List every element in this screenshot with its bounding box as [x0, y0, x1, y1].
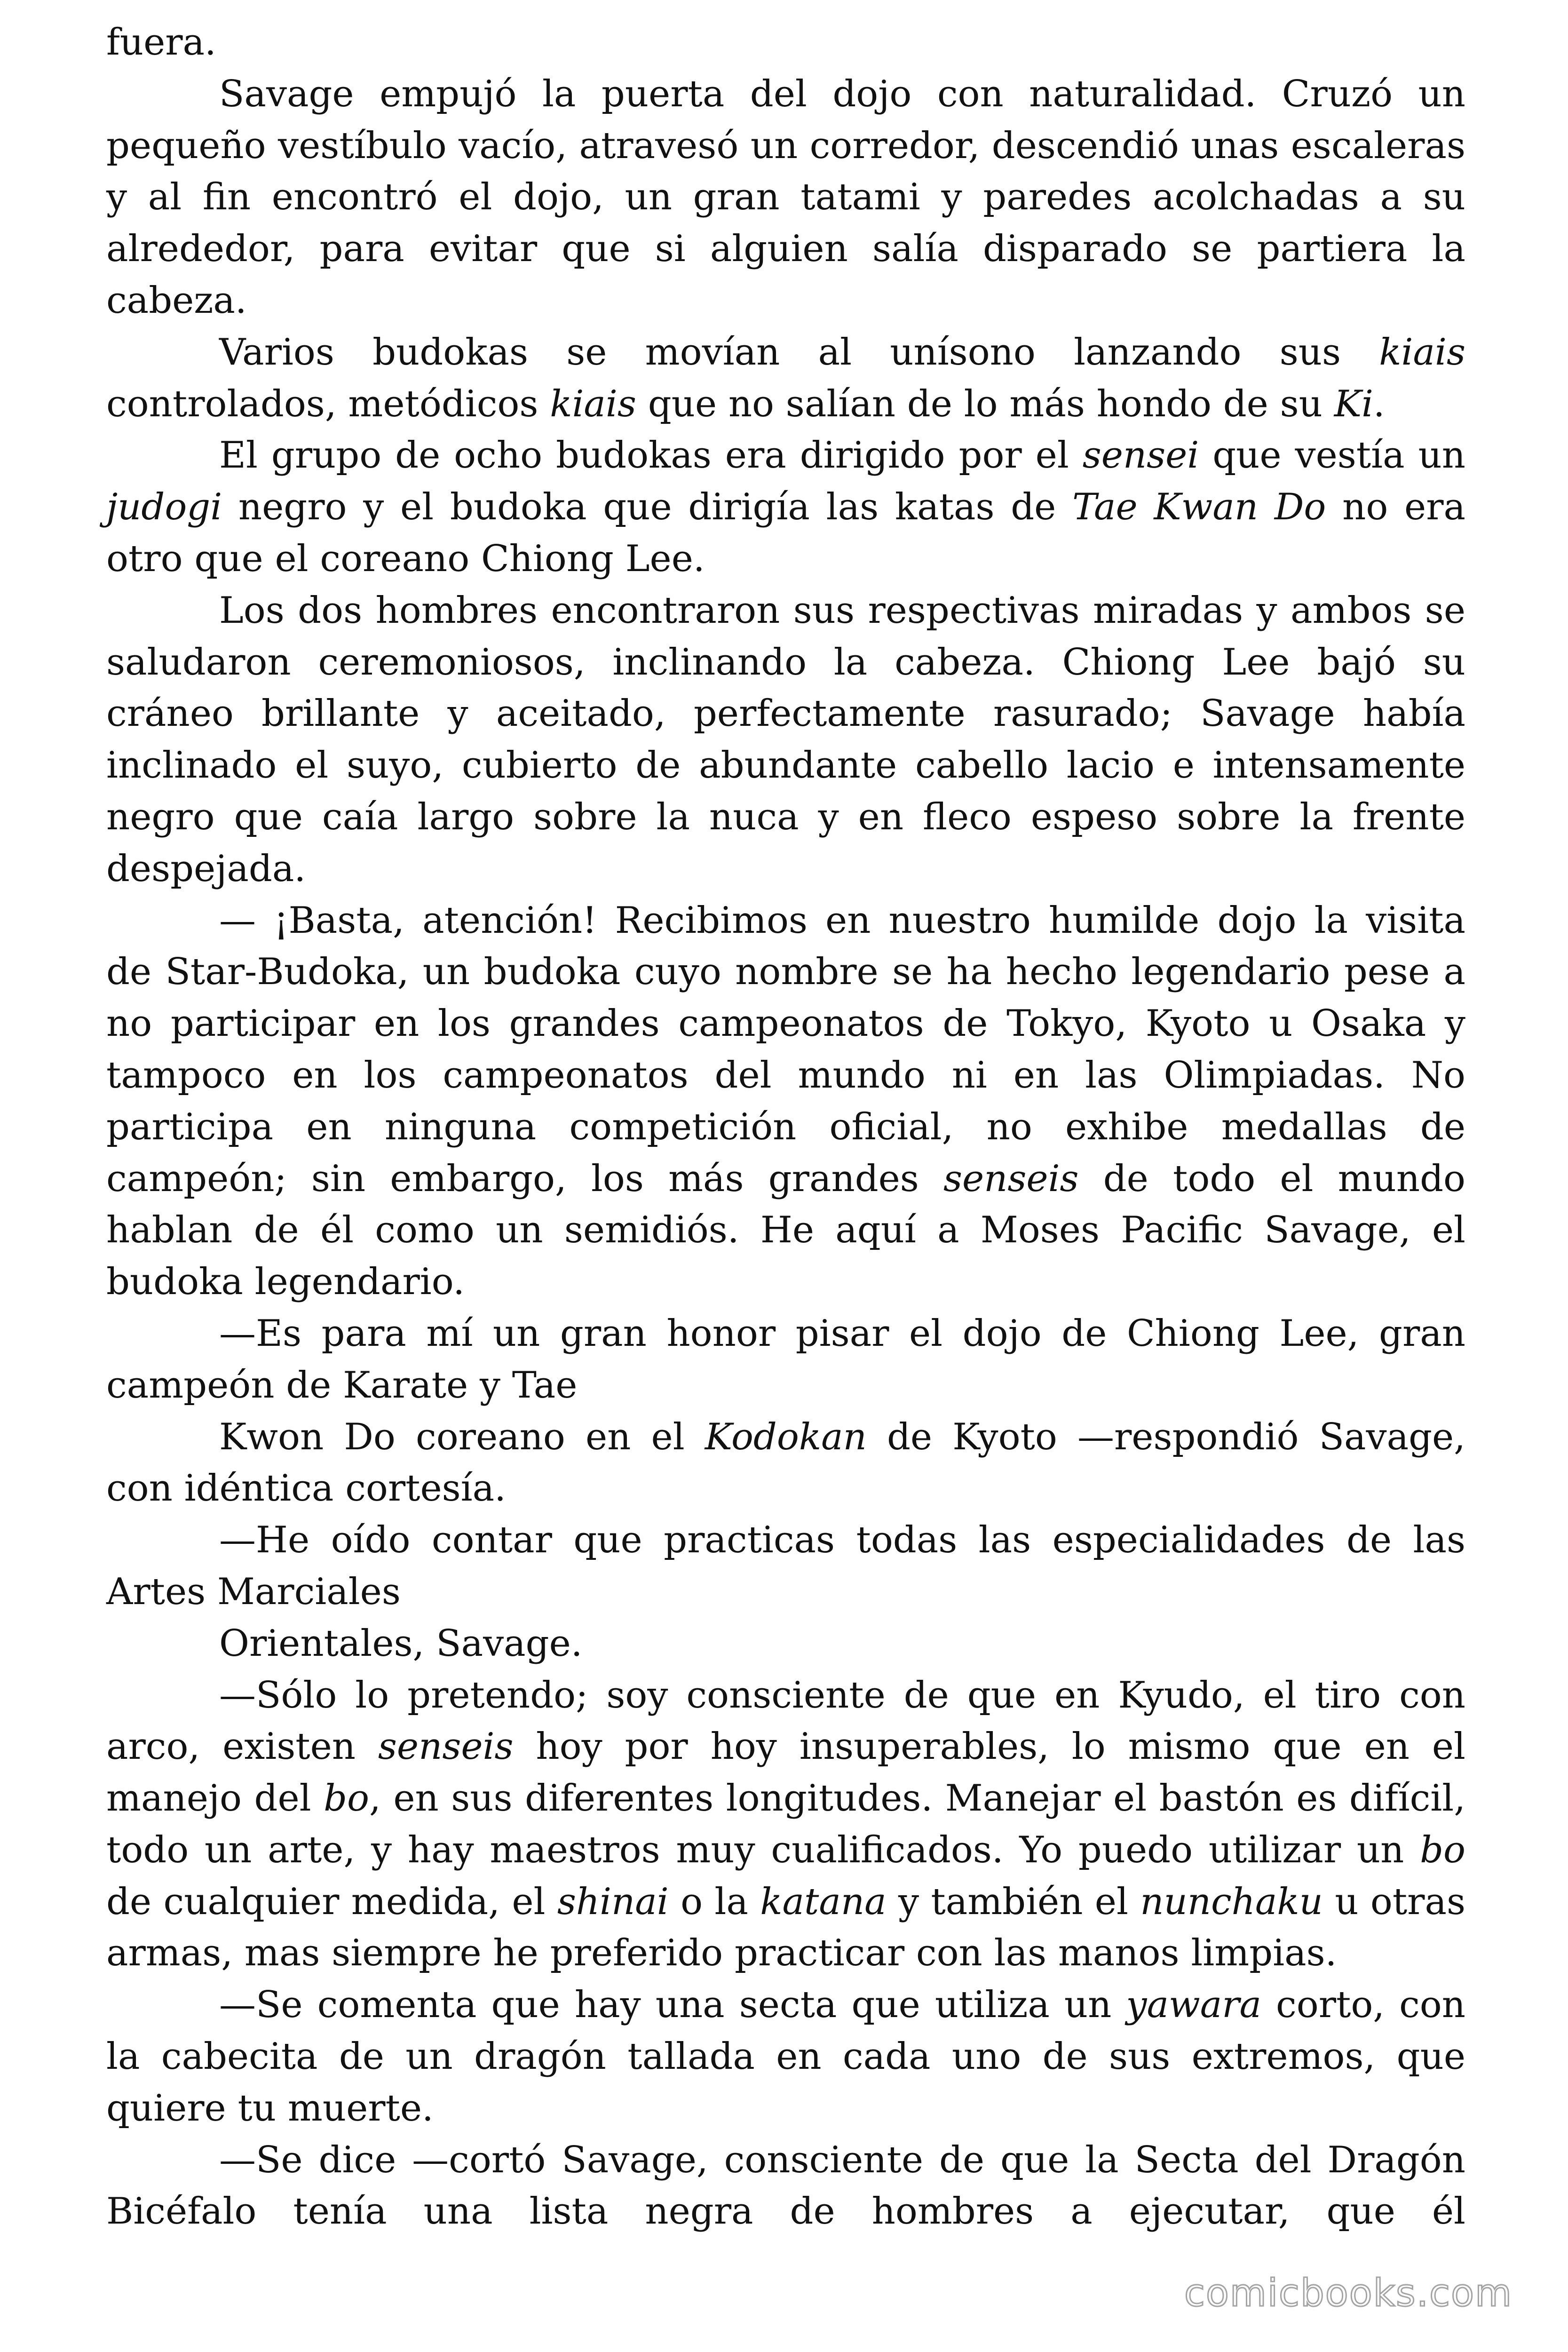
- italic-term: yawara: [1126, 1984, 1262, 2026]
- italic-term: bo: [1420, 1828, 1465, 1871]
- book-page: [106, 17, 1465, 2238]
- paragraph: Orientales, Savage.: [219, 1622, 583, 1665]
- italic-term: shinai: [557, 1880, 669, 1923]
- paragraph: —Se comenta que hay una secta que utiliza un yawara corto, con la cabecita de un dragón tallada en cada uno de sus extremos, que quiere tu muerte.: [106, 1984, 1465, 2130]
- paragraph: fuera.: [106, 21, 216, 64]
- watermark: comicbooks.com: [1184, 2271, 1513, 2315]
- italic-term: judogi: [106, 486, 222, 529]
- italic-term: sensei: [1082, 434, 1199, 477]
- paragraph: —Sólo lo pretendo; soy consciente de que en Kyudo, el tiro con arco, existen senseis hoy por hoy insuperables, lo mismo que en el manejo del bo, en sus diferentes longitudes. Manejar el bastón es difícil, todo un arte, y hay maestros muy cualificados. Yo puedo utilizar un bo de cualquier medida, el shinai o la katana y también el nunchaku u otras armas, mas siempre he preferido practicar con las manos limpias.: [106, 1674, 1466, 1975]
- paragraph: —Es para mí un gran honor pisar el dojo de Chiong Lee, gran campeón de Karate y Tae: [106, 1312, 1465, 1406]
- italic-term: senseis: [943, 1157, 1079, 1200]
- italic-term: Ki: [1334, 382, 1373, 425]
- italic-term: kiais: [1379, 331, 1465, 373]
- italic-term: Tae Kwan Do: [1072, 486, 1326, 529]
- italic-term: nunchaku: [1140, 1880, 1323, 1923]
- paragraph: —Se dice —cortó Savage, consciente de que la Secta del Dragón Bicéfalo tenía una lista negra de hombres a ejecutar, que él: [106, 2138, 1465, 2233]
- italic-term: Kodokan: [705, 1415, 867, 1458]
- italic-term: senseis: [378, 1725, 514, 1768]
- italic-term: kiais: [550, 382, 636, 425]
- paragraph: Kwon Do coreano en el Kodokan de Kyoto —respondió Savage, con idéntica cortesía.: [106, 1415, 1465, 1510]
- paragraph: Varios budokas se movían al unísono lanzando sus kiais controlados, metódicos kiais que no salían de lo más hondo de su Ki.: [106, 331, 1465, 425]
- paragraph: — ¡Basta, atención! Recibimos en nuestro humilde dojo la visita de Star-Budoka, un budoka cuyo nombre se ha hecho legendario pese a no participar en los grandes campeonatos de Tokyo, Kyoto u Osaka y tampoco en los campeonatos del mundo ni en las Olimpiadas. No participa en ninguna competición oficial, no exhibe medallas de campeón; sin embargo, los más grandes senseis de todo el mundo hablan de él como un semidiós. He aquí a Moses Pacific Savage, el budoka legendario.: [106, 899, 1465, 1303]
- paragraph: —He oído contar que practicas todas las especialidades de las Artes Marciales: [106, 1519, 1465, 1613]
- paragraph: Savage empujó la puerta del dojo con naturalidad. Cruzó un pequeño vestíbulo vacío, atravesó un corredor, descendió unas escaleras y al fin encontró el dojo, un gran tatami y paredes acolchadas a su alrededor, para evitar que si alguien salía disparado se partiera la cabeza.: [106, 72, 1465, 322]
- italic-term: katana: [760, 1880, 887, 1923]
- paragraph: Los dos hombres encontraron sus respectivas miradas y ambos se saludaron ceremoniosos, inclinando la cabeza. Chiong Lee bajó su cráneo brillante y aceitado, perfectamente rasurado; Savage había inclinado el suyo, cubierto de abundante cabello lacio e intensamente negro que caía largo sobre la nuca y en fleco espeso sobre la frente despejada.: [106, 589, 1465, 890]
- italic-term: bo: [324, 1777, 369, 1820]
- paragraph: El grupo de ocho budokas era dirigido por el sensei que vestía un judogi negro y el budoka que dirigía las katas de Tae Kwan Do no era otro que el coreano Chiong Lee.: [106, 434, 1465, 580]
